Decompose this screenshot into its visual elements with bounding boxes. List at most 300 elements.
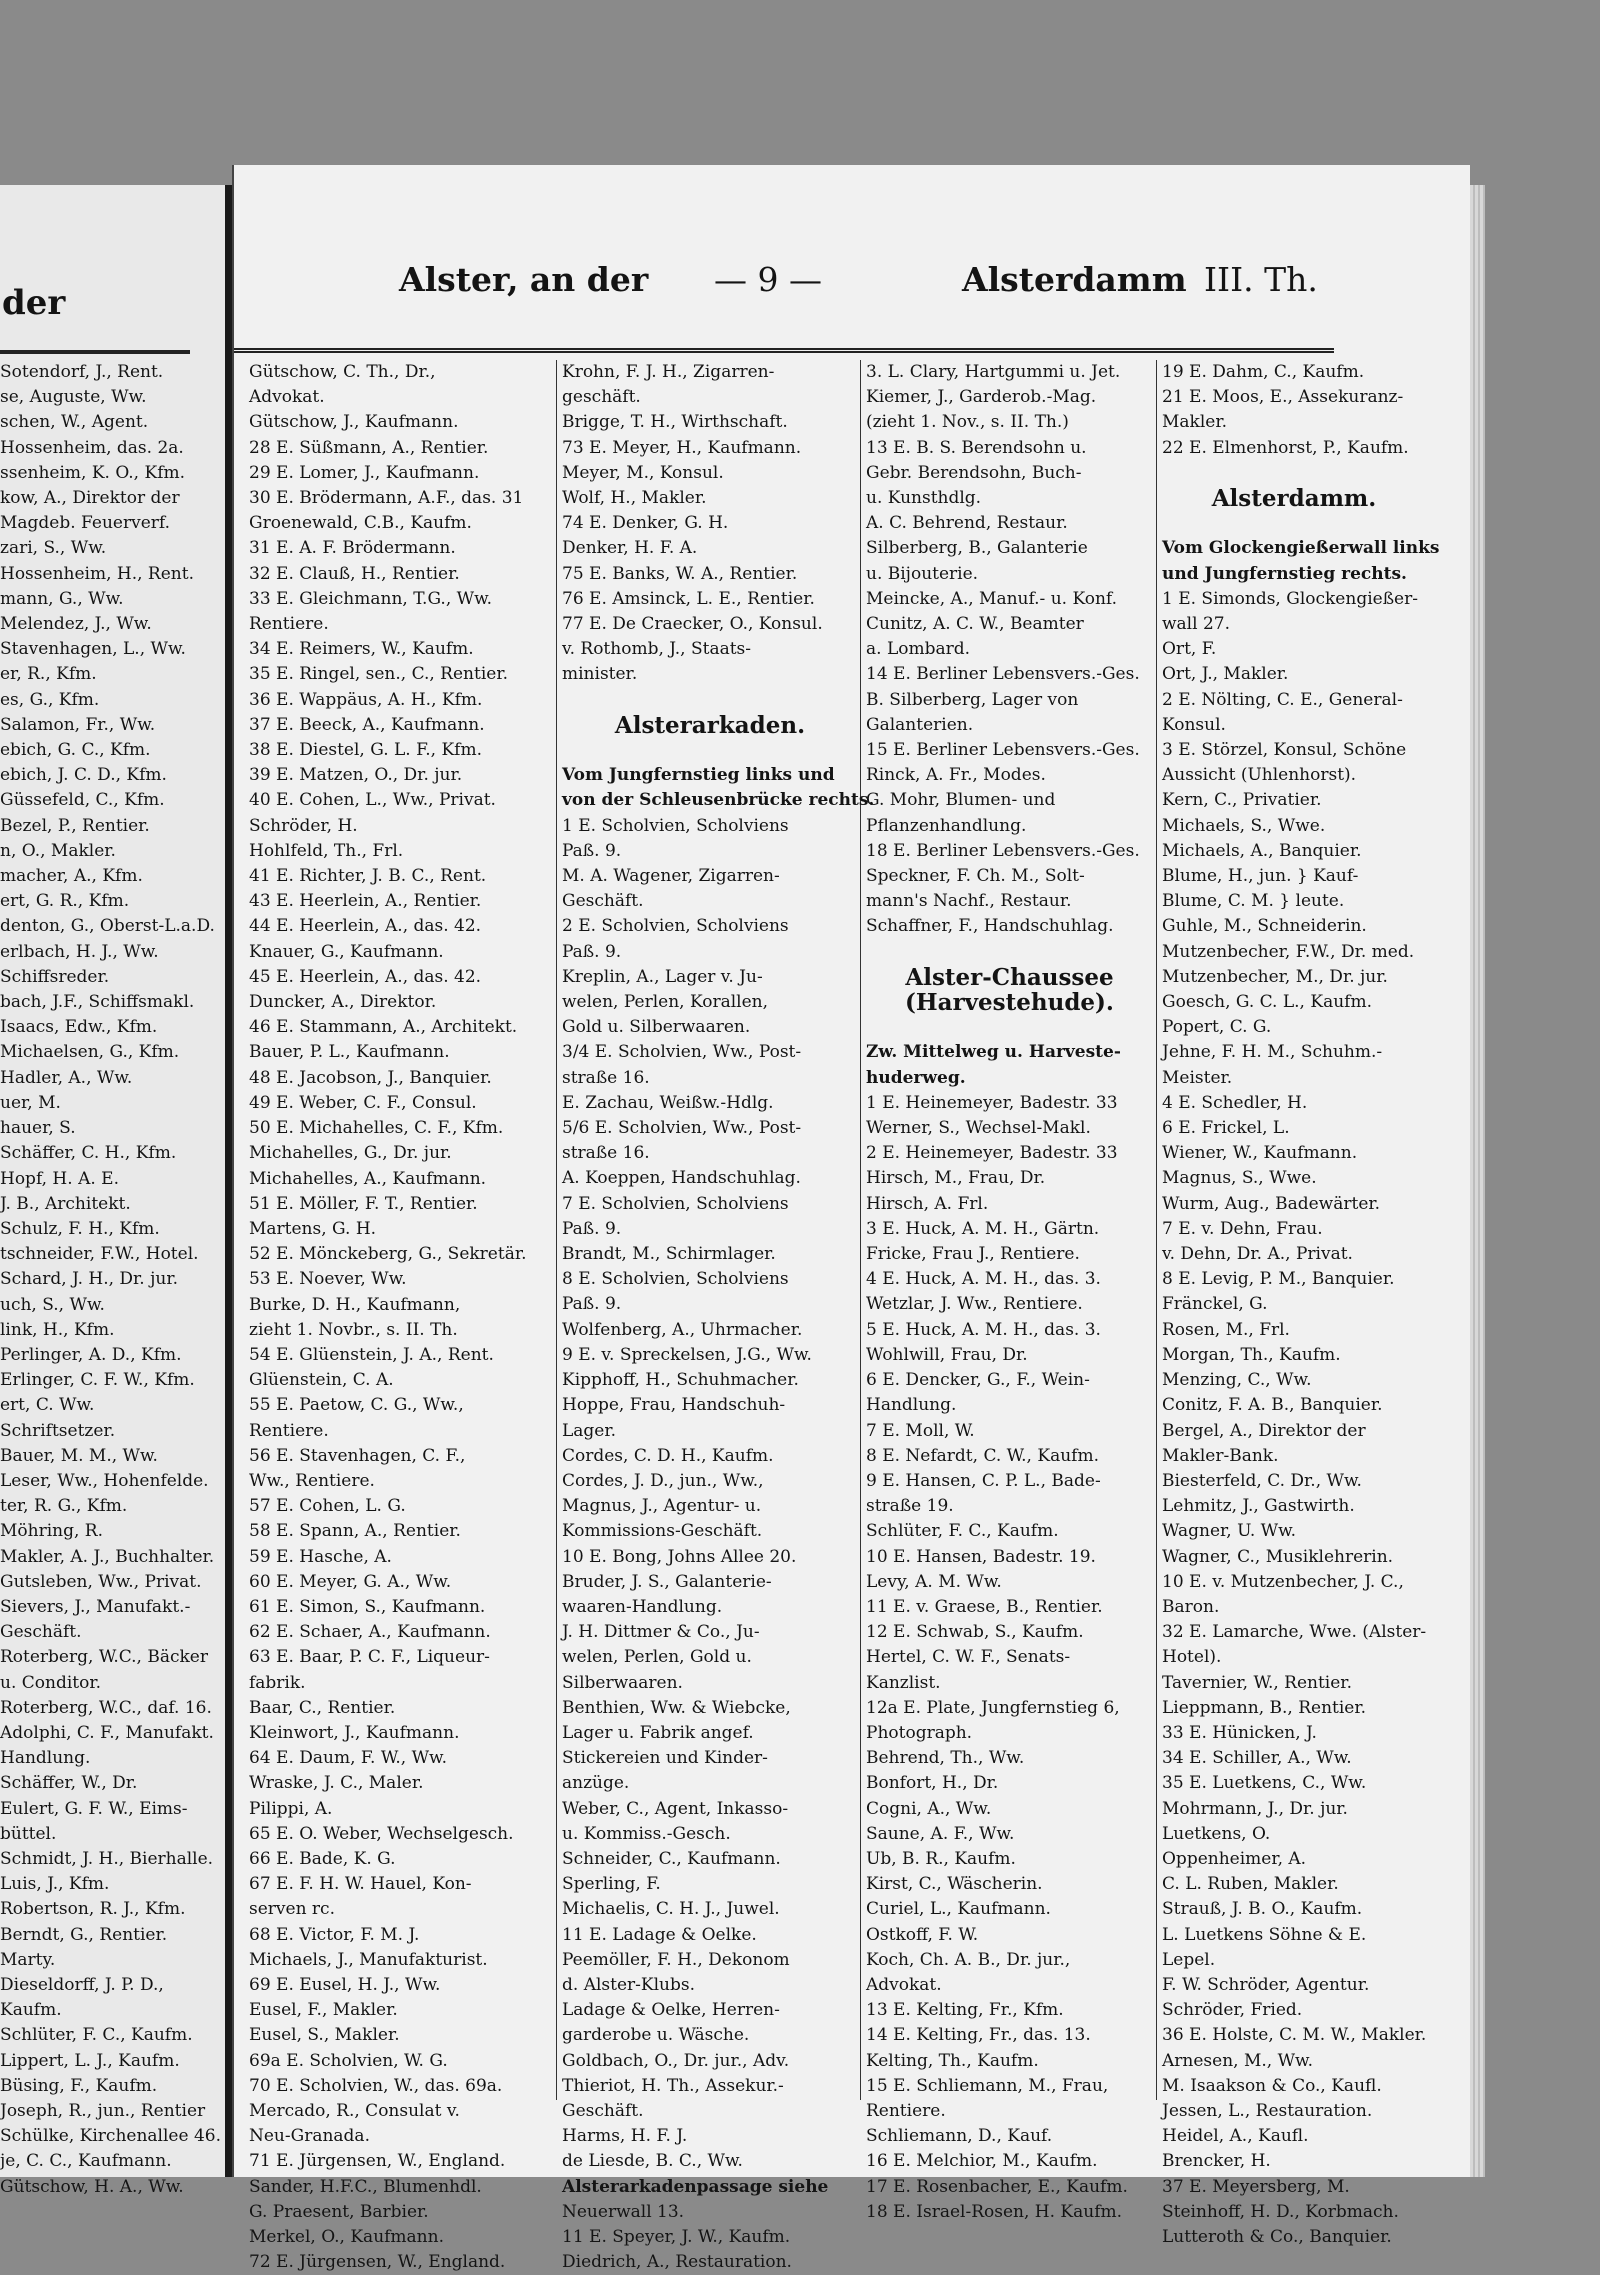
left-entry-line: u. Conditor.	[0, 1672, 101, 1693]
left-entry-line: ssenheim, K. O., Kfm.	[0, 462, 186, 483]
entry-line: 11 E. Ladage & Oelke.	[562, 1924, 757, 1945]
left-entry-line: Geschäft.	[0, 1622, 82, 1643]
entry-line: Vom Glockengießerwall links	[1162, 538, 1440, 559]
entry-line: G. Mohr, Blumen- und	[866, 790, 1056, 811]
left-entry-line: macher, A., Kfm.	[0, 866, 143, 887]
entry-line: Blume, H., jun. } Kauf-	[1162, 866, 1359, 887]
entry-line: Wagner, C., Musiklehrerin.	[1162, 1546, 1394, 1567]
entry-line: minister.	[562, 664, 638, 685]
entry-line: 64 E. Daum, F. W., Ww.	[249, 1748, 447, 1769]
entry-line: F. W. Schröder, Agentur.	[1162, 1974, 1370, 1995]
entry-line: Paß. 9.	[562, 1294, 622, 1315]
entry-line: Lutteroth & Co., Banquier.	[1162, 2227, 1392, 2247]
entry-line: 10 E. Bong, Johns Allee 20.	[562, 1546, 797, 1567]
entry-line: 32 E. Lamarche, Wwe. (Alster-	[1162, 1622, 1427, 1643]
entry-line: 44 E. Heerlein, A., das. 42.	[249, 916, 482, 937]
entry-line: 33 E. Hünicken, J.	[1162, 1722, 1317, 1743]
left-entry-line: Handlung.	[0, 1748, 91, 1769]
left-entry-line: Isaacs, Edw., Kfm.	[0, 1017, 158, 1038]
entry-line: Curiel, L., Kaufmann.	[866, 1899, 1051, 1920]
left-entry-line: Leser, Ww., Hohenfelde.	[0, 1470, 209, 1491]
entry-line: 35 E. Ringel, sen., C., Rentier.	[249, 664, 508, 685]
left-entry-line: n, O., Makler.	[0, 840, 116, 861]
entry-line: Lepel.	[1162, 1949, 1216, 1970]
entry-line: 77 E. De Craecker, O., Konsul.	[562, 614, 823, 635]
entry-line: Meincke, A., Manuf.- u. Konf.	[866, 588, 1117, 609]
entry-line: 11 E. v. Graese, B., Rentier.	[866, 1596, 1103, 1617]
left-entry-line: Schlüter, F. C., Kaufm.	[0, 2025, 193, 2046]
entry-line: Groenewald, C.B., Kaufm.	[249, 513, 472, 534]
entry-line: Pflanzenhandlung.	[866, 815, 1027, 836]
entry-line: d. Alster-Klubs.	[562, 1974, 695, 1995]
entry-line: garderobe u. Wäsche.	[562, 2025, 750, 2046]
entry-line: (Harvestehude).	[905, 989, 1114, 1017]
entry-line: 10 E. v. Mutzenbecher, J. C.,	[1162, 1571, 1404, 1592]
entry-line: Michaels, S., Wwe.	[1162, 815, 1326, 836]
entry-line: fabrik.	[249, 1672, 306, 1693]
entry-line: Kanzlist.	[866, 1672, 941, 1693]
entry-line: 34 E. Schiller, A., Ww.	[1162, 1748, 1352, 1769]
left-entry-line: Berndt, G., Rentier.	[0, 1924, 168, 1945]
entry-line: Menzing, C., Ww.	[1162, 1370, 1312, 1391]
entry-line: 40 E. Cohen, L., Ww., Privat.	[249, 790, 496, 811]
entry-line: straße 16.	[562, 1067, 650, 1088]
entry-line: wall 27.	[1162, 614, 1230, 634]
entry-line: Ww., Rentiere.	[249, 1470, 375, 1491]
entry-line: Ort, J., Makler.	[1162, 664, 1289, 685]
entry-line: Alster-Chaussee	[905, 963, 1114, 991]
entry-line: 35 E. Luetkens, C., Ww.	[1162, 1773, 1367, 1794]
entry-line: u. Kommiss.-Gesch.	[562, 1823, 731, 1844]
entry-line: geschäft.	[562, 387, 641, 408]
entry-line: 13 E. B. S. Berendsohn u.	[866, 437, 1087, 458]
entry-line: Lehmitz, J., Gastwirth.	[1162, 1496, 1355, 1517]
entry-line: Rentiere.	[249, 614, 329, 635]
entry-line: 1 E. Scholvien, Scholviens	[562, 815, 789, 836]
entry-line	[1162, 461, 1426, 486]
entry-line: Guhle, M., Schneiderin.	[1162, 916, 1367, 937]
left-entry-line: Erlinger, C. F. W., Kfm.	[0, 1370, 195, 1391]
left-entry-line: Schulz, F. H., Kfm.	[0, 1218, 160, 1239]
left-entry-line: Sotendorf, J., Rent.	[0, 362, 164, 382]
entry-line: 18 E. Berliner Lebensvers.-Ges.	[866, 840, 1140, 861]
entry-line	[562, 688, 858, 713]
entry-line: Alsterarkadenpassage siehe	[562, 2176, 829, 2197]
entry-line: 4 E. Huck, A. M. H., das. 3.	[866, 1269, 1101, 1290]
entry-line: Magnus, J., Agentur- u.	[562, 1496, 762, 1517]
entry-line: Jessen, L., Restauration.	[1162, 2100, 1373, 2121]
entry-line: straße 19.	[866, 1496, 954, 1517]
entry-line: 8 E. Scholvien, Scholviens	[562, 1269, 789, 1290]
entry-line: L. Luetkens Söhne & E.	[1162, 1924, 1367, 1945]
entry-line: Hoppe, Frau, Handschuh-	[562, 1395, 786, 1416]
entry-line: Kirst, C., Wäscherin.	[866, 1874, 1043, 1895]
entry-line: Makler-Bank.	[1162, 1445, 1279, 1466]
header-volume: III. Th.	[1204, 260, 1318, 299]
entry-line: Gold u. Silberwaaren.	[562, 1017, 751, 1038]
left-entry-line: je, C. C., Kaufmann.	[0, 2151, 172, 2172]
entry-line: Wiener, W., Kaufmann.	[1162, 1143, 1358, 1164]
entry-line: Rentiere.	[866, 2100, 946, 2121]
entry-line: Brandt, M., Schirmlager.	[562, 1244, 776, 1265]
entry-line: Rinck, A. Fr., Modes.	[866, 765, 1046, 786]
entry-line: von der Schleusenbrücke rechts.	[562, 790, 875, 811]
entry-line: 66 E. Bade, K. G.	[249, 1848, 396, 1869]
left-entry-line: Hossenheim, H., Rent.	[0, 563, 194, 584]
entry-line: 36 E. Holste, C. M. W., Makler.	[1162, 2025, 1427, 2046]
entry-line: 15 E. Schliemann, M., Frau,	[866, 2075, 1109, 2096]
entry-line: Sander, H.F.C., Blumenhdl.	[249, 2176, 482, 2197]
entry-line: Geschäft.	[562, 2100, 644, 2121]
entry-line: Wetzlar, J. Ww., Rentiere.	[866, 1294, 1083, 1315]
entry-line: Advokat.	[866, 1974, 942, 1995]
entry-line: Burke, D. H., Kaufmann,	[249, 1294, 461, 1315]
entry-line: 16 E. Melchior, M., Kaufm.	[866, 2151, 1098, 2172]
left-entry-line: Hossenheim, das. 2a.	[0, 437, 184, 458]
left-entry-line: Adolphi, C. F., Manufakt.	[0, 1722, 214, 1743]
entry-line: 15 E. Berliner Lebensvers.-Ges.	[866, 740, 1140, 761]
left-entry-line: hauer, S.	[0, 1118, 76, 1139]
entry-line: 3/4 E. Scholvien, Ww., Post-	[562, 1042, 802, 1063]
entry-line: Bruder, J. S., Galanterie-	[562, 1571, 772, 1592]
left-entry-line: Schmidt, J. H., Bierhalle.	[0, 1848, 214, 1869]
entry-line: Mutzenbecher, F.W., Dr. med.	[1162, 941, 1415, 962]
left-entry-line: denton, G., Oberst-L.a.D.	[0, 916, 215, 937]
entry-line: Eusel, F., Makler.	[249, 2000, 398, 2021]
entry-line: Kreplin, A., Lager v. Ju-	[562, 966, 763, 987]
entry-line: 62 E. Schaer, A., Kaufmann.	[249, 1622, 491, 1643]
columns	[234, 360, 1440, 2273]
entry-line: Lieppmann, B., Rentier.	[1162, 1697, 1367, 1718]
entry-line: 74 E. Denker, G. H.	[562, 513, 729, 534]
entry-line: Gütschow, C. Th., Dr.,	[249, 362, 436, 382]
entry-line: Ladage & Oelke, Herren-	[562, 2000, 780, 2021]
entry-line: Mohrmann, J., Dr. jur.	[1162, 1798, 1348, 1819]
left-entry-line: ert, C. Ww.	[0, 1395, 95, 1416]
entry-line: Wurm, Aug., Badewärter.	[1162, 1193, 1381, 1214]
entry-line: Hertel, C. W. F., Senats-	[866, 1647, 1071, 1668]
column-4	[1162, 360, 1440, 2250]
entry-line: Silberberg, B., Galanterie	[866, 538, 1088, 559]
entry-line: 32 E. Clauß, H., Rentier.	[249, 563, 460, 584]
entry-line: A. C. Behrend, Restaur.	[866, 513, 1068, 534]
entry-line: 65 E. O. Weber, Wechselgesch.	[249, 1823, 514, 1844]
entry-line: Blume, C. M. } leute.	[1162, 891, 1345, 912]
entry-line: 9 E. v. Spreckelsen, J.G., Ww.	[562, 1344, 812, 1365]
entry-line: Paß. 9.	[562, 840, 622, 861]
entry-line: Wraske, J. C., Maler.	[249, 1773, 424, 1794]
entry-line: 17 E. Rosenbacher, E., Kaufm.	[866, 2176, 1128, 2197]
entry-line: Hohlfeld, Th., Frl.	[249, 840, 404, 861]
entry-line: welen, Perlen, Gold u.	[562, 1647, 752, 1668]
entry-line: Bauer, P. L., Kaufmann.	[249, 1042, 450, 1063]
entry-line: Galanterien.	[866, 714, 974, 735]
entry-line: 73 E. Meyer, H., Kaufmann.	[562, 437, 802, 458]
entry-line: E. Zachau, Weißw.-Hdlg.	[562, 1092, 774, 1113]
left-entry-line: Makler, A. J., Buchhalter.	[0, 1546, 215, 1567]
left-entry-line: Gütschow, H. A., Ww.	[0, 2176, 184, 2197]
entry-line: Neu-Granada.	[249, 2126, 370, 2147]
entry-line: 72 E. Jürgensen, W., England.	[249, 2252, 506, 2273]
entry-line: Cunitz, A. C. W., Beamter	[866, 614, 1084, 635]
column-divider	[1156, 360, 1157, 2100]
left-entry-line: mann, G., Ww.	[0, 588, 124, 609]
entry-line: Kipphoff, H., Schuhmacher.	[562, 1370, 799, 1391]
entry-line: Tavernier, W., Rentier.	[1162, 1672, 1352, 1693]
entry-line: welen, Perlen, Korallen,	[562, 992, 769, 1013]
entry-line	[866, 1015, 1153, 1040]
entry-line: Cogni, A., Ww.	[866, 1798, 992, 1819]
column-1	[249, 360, 554, 2275]
entry-line: Gütschow, J., Kaufmann.	[249, 412, 459, 433]
entry-line: Martens, G. H.	[249, 1218, 377, 1239]
left-entry-line: se, Auguste, Ww.	[0, 387, 147, 408]
entry-line: Thieriot, H. Th., Assekur.-	[562, 2075, 784, 2096]
entry-line: 5 E. Huck, A. M. H., das. 3.	[866, 1319, 1101, 1340]
entry-line: 71 E. Jürgensen, W., England.	[249, 2151, 506, 2172]
entry-line: 68 E. Victor, F. M. J.	[249, 1924, 420, 1945]
entry-line: M. A. Wagener, Zigarren-	[562, 866, 780, 887]
header-middle: Alsterdamm	[962, 260, 1187, 299]
entry-line: Handlung.	[866, 1395, 957, 1416]
entry-line: Michaels, J., Manufakturist.	[249, 1949, 488, 1970]
entry-line: huderweg.	[866, 1067, 966, 1088]
entry-line: Brencker, H.	[1162, 2151, 1271, 2172]
entry-line: Michaelis, C. H. J., Juwel.	[562, 1899, 780, 1920]
entry-line: und Jungfernstieg rechts.	[1162, 563, 1407, 584]
entry-line: mann's Nachf., Restaur.	[866, 891, 1072, 912]
left-entry-line: Luis, J., Kfm.	[0, 1874, 110, 1895]
entry-line: 58 E. Spann, A., Rentier.	[249, 1521, 461, 1542]
entry-line: Denker, H. F. A.	[562, 538, 698, 559]
entry-line: Kiemer, J., Garderob.-Mag.	[866, 387, 1097, 408]
entry-line: serven rc.	[249, 1899, 335, 1920]
entry-line: (zieht 1. Nov., s. II. Th.)	[866, 412, 1069, 433]
entry-line: Schneider, C., Kaufmann.	[562, 1848, 781, 1869]
page-number: — 9 —	[714, 260, 822, 299]
entry-line: 60 E. Meyer, G. A., Ww.	[249, 1571, 452, 1592]
left-entry-line: Robertson, R. J., Kfm.	[0, 1899, 186, 1920]
entry-line: 11 E. Speyer, J. W., Kaufm.	[562, 2227, 791, 2247]
entry-line: Cordes, J. D., jun., Ww.,	[562, 1470, 764, 1491]
entry-line: Schaffner, F., Handschuhlag.	[866, 916, 1114, 937]
entry-line: 12 E. Schwab, S., Kaufm.	[866, 1622, 1084, 1643]
left-page-column	[0, 360, 225, 2200]
entry-line: 21 E. Moos, E., Assekuranz-	[1162, 387, 1404, 408]
entry-line: Alsterdamm.	[1211, 485, 1377, 512]
left-entry-line: Sievers, J., Manufakt.-	[0, 1596, 191, 1617]
entry-line: Pilippi, A.	[249, 1798, 333, 1819]
entry-line: Strauß, J. B. O., Kaufm.	[1162, 1899, 1363, 1920]
entry-line: 34 E. Reimers, W., Kaufm.	[249, 639, 474, 660]
entry-line: Paß. 9.	[562, 1218, 622, 1239]
entry-line: 3 E. Störzel, Konsul, Schöne	[1162, 740, 1407, 761]
entry-line: G. Praesent, Barbier.	[249, 2201, 429, 2222]
left-entry-line: Gutsleben, Ww., Privat.	[0, 1571, 202, 1592]
entry-line: 8 E. Levig, P. M., Banquier.	[1162, 1269, 1395, 1290]
left-entry-line: Schiffsreder.	[0, 966, 110, 987]
entry-line: Rosen, M., Frl.	[1162, 1319, 1290, 1340]
header-rule	[234, 348, 1334, 353]
entry-line: 49 E. Weber, C. F., Consul.	[249, 1092, 477, 1113]
entry-line: Bonfort, H., Dr.	[866, 1773, 999, 1794]
left-entry-line: ebich, G. C., Kfm.	[0, 740, 151, 761]
entry-line: M. Isaakson & Co., Kaufl.	[1162, 2075, 1382, 2096]
entry-line: Schröder, H.	[249, 815, 358, 836]
entry-line: 8 E. Nefardt, C. W., Kaufm.	[866, 1445, 1099, 1466]
entry-line: Harms, H. F. J.	[562, 2126, 688, 2147]
entry-line: 54 E. Glüenstein, J. A., Rent.	[249, 1344, 494, 1365]
entry-line: 13 E. Kelting, Fr., Kfm.	[866, 2000, 1064, 2021]
entry-line: 2 E. Scholvien, Scholviens	[562, 916, 789, 937]
entry-line: 9 E. Hansen, C. P. L., Bade-	[866, 1470, 1101, 1491]
entry-line: Oppenheimer, A.	[1162, 1848, 1307, 1869]
entry-line: 12a E. Plate, Jungfernstieg 6,	[866, 1697, 1120, 1718]
entry-line: Konsul.	[1162, 714, 1226, 735]
entry-line: Zw. Mittelweg u. Harveste-	[866, 1042, 1121, 1063]
entry-line: 33 E. Gleichmann, T.G., Ww.	[249, 588, 493, 609]
entry-line: Advokat.	[249, 387, 325, 408]
entry-line: Michaels, A., Banquier.	[1162, 840, 1362, 861]
entry-line: 37 E. Beeck, A., Kaufmann.	[249, 714, 485, 735]
left-entry-line: tschneider, F.W., Hotel.	[0, 1244, 199, 1265]
entry-line: 63 E. Baar, P. C. F., Liqueur-	[249, 1647, 490, 1668]
entry-line: 3 E. Huck, A. M. H., Gärtn.	[866, 1218, 1100, 1239]
entry-line: 29 E. Lomer, J., Kaufmann.	[249, 462, 480, 483]
entry-line: Baron.	[1162, 1596, 1220, 1617]
entry-line: 3. L. Clary, Hartgummi u. Jet.	[866, 362, 1121, 382]
left-entry-line: Joseph, R., jun., Rentier	[0, 2101, 206, 2122]
entry-line: 67 E. F. H. W. Hauel, Kon-	[249, 1874, 472, 1895]
column-2	[562, 360, 875, 2275]
entry-line: 18 E. Israel-Rosen, H. Kaufm.	[866, 2201, 1123, 2222]
column-3	[866, 360, 1153, 2225]
entry-line: 57 E. Cohen, L. G.	[249, 1496, 406, 1517]
entry-line: Meyer, M., Konsul.	[562, 462, 724, 483]
entry-line: Silberwaaren.	[562, 1672, 683, 1693]
entry-line: 70 E. Scholvien, W., das. 69a.	[249, 2075, 503, 2096]
entry-line: Goldbach, O., Dr. jur., Adv.	[562, 2050, 790, 2071]
entry-line: Hirsch, A. Frl.	[866, 1193, 989, 1214]
entry-line: Ub, B. R., Kaufm.	[866, 1848, 1016, 1869]
left-entry-line: büttel.	[0, 1823, 57, 1844]
entry-line: Jehne, F. H. M., Schuhm.-	[1162, 1042, 1383, 1063]
left-entry-line: erlbach, H. J., Ww.	[0, 941, 159, 962]
left-entry-line: J. B., Architekt.	[0, 1193, 131, 1214]
entry-line: Schlüter, F. C., Kaufm.	[866, 1521, 1059, 1542]
entry-line: Koch, Ch. A. B., Dr. jur.,	[866, 1949, 1071, 1970]
entry-line	[562, 738, 858, 763]
entry-line: Neuerwall 13.	[562, 2201, 685, 2222]
header-left: Alster, an der	[399, 260, 649, 299]
entry-line: 30 E. Brödermann, A.F., das. 31	[249, 488, 524, 509]
entry-line: Morgan, Th., Kaufm.	[1162, 1344, 1341, 1365]
entry-line: Lager.	[562, 1420, 617, 1441]
entry-line: a. Lombard.	[866, 639, 971, 660]
entry-line: 69a E. Scholvien, W. G.	[249, 2050, 448, 2071]
left-entry-line: Hadler, A., Ww.	[0, 1067, 133, 1088]
entry-line: Rentiere.	[249, 1420, 329, 1441]
entry-line: Brigge, T. H., Wirthschaft.	[562, 412, 788, 433]
left-entry-line: Michaelsen, G., Kfm.	[0, 1042, 180, 1063]
entry-line: 28 E. Süßmann, A., Rentier.	[249, 437, 489, 458]
column-divider	[556, 360, 557, 2100]
entry-line: Baar, C., Rentier.	[249, 1697, 396, 1718]
left-entry-line: kow, A., Direktor der	[0, 488, 180, 509]
entry-line: B. Silberberg, Lager von	[866, 689, 1079, 710]
left-entry-line: Marty.	[0, 1949, 56, 1970]
entry-line	[1162, 511, 1426, 536]
entry-line: Stickereien und Kinder-	[562, 1748, 768, 1769]
entry-line: Cordes, C. D. H., Kaufm.	[562, 1445, 774, 1466]
entry-line: Mercado, R., Consulat v.	[249, 2101, 460, 2122]
entry-line: 41 E. Richter, J. B. C., Rent.	[249, 866, 487, 887]
entry-line: Krohn, F. J. H., Zigarren-	[562, 362, 775, 382]
entry-line: Steinhoff, H. D., Korbmach.	[1162, 2201, 1399, 2222]
entry-line: Arnesen, M., Ww.	[1162, 2050, 1313, 2071]
entry-line: Wohlwill, Frau, Dr.	[866, 1344, 1028, 1365]
left-entry-line: uch, S., Ww.	[0, 1294, 105, 1315]
entry-line: Wagner, U. Ww.	[1162, 1521, 1297, 1542]
left-entry-line: Schäffer, W., Dr.	[0, 1773, 138, 1794]
entry-line: 53 E. Noever, Ww.	[249, 1269, 407, 1290]
entry-line: 1 E. Heinemeyer, Badestr. 33	[866, 1092, 1118, 1113]
entry-line: Merkel, O., Kaufmann.	[249, 2227, 444, 2248]
left-entry-line: bach, J.F., Schiffsmakl.	[0, 992, 195, 1013]
entry-line: Knauer, G., Kaufmann.	[249, 941, 444, 962]
entry-line: Fricke, Frau J., Rentiere.	[866, 1244, 1080, 1265]
entry-line: 1 E. Simonds, Glockengießer-	[1162, 588, 1418, 609]
entry-line: de Liesde, B. C., Ww.	[562, 2151, 743, 2172]
entry-line: C. L. Ruben, Makler.	[1162, 1874, 1339, 1895]
left-entry-line: Schülke, Kirchenallee 46.	[0, 2126, 221, 2147]
entry-line: Duncker, A., Direktor.	[249, 992, 437, 1013]
entry-line: Weber, C., Agent, Inkasso-	[562, 1798, 789, 1819]
entry-line: Magnus, S., Wwe.	[1162, 1168, 1317, 1189]
entry-line: Fränckel, G.	[1162, 1294, 1268, 1315]
left-entry-line: er, R., Kfm.	[0, 664, 97, 685]
entry-line: 46 E. Stammann, A., Architekt.	[249, 1017, 518, 1038]
entry-line: Kommissions-Geschäft.	[562, 1521, 763, 1542]
left-entry-line: uer, M.	[0, 1092, 61, 1113]
entry-line: 2 E. Nölting, C. E., General-	[1162, 689, 1403, 710]
entry-line: Kleinwort, J., Kaufmann.	[249, 1722, 460, 1743]
entry-line: J. H. Dittmer & Co., Ju-	[562, 1622, 760, 1643]
left-page-rule	[0, 350, 190, 354]
entry-line: 7 E. v. Dehn, Frau.	[1162, 1218, 1323, 1239]
entry-line: Glüenstein, C. A.	[249, 1370, 394, 1391]
entry-line: Diedrich, A., Restauration.	[562, 2252, 792, 2273]
left-entry-line: ter, R. G., Kfm.	[0, 1496, 128, 1517]
entry-line: Benthien, Ww. & Wiebcke,	[562, 1697, 791, 1718]
entry-line: Popert, C. G.	[1162, 1017, 1272, 1038]
entry-line: 52 E. Mönckeberg, G., Sekretär.	[249, 1244, 527, 1265]
entry-line: 51 E. Möller, F. T., Rentier.	[249, 1193, 478, 1214]
entry-line: 19 E. Dahm, C., Kaufm.	[1162, 362, 1365, 382]
left-entry-line: link, H., Kfm.	[0, 1319, 115, 1340]
entry-line: Ostkoff, F. W.	[866, 1924, 979, 1945]
column-divider	[860, 360, 861, 2100]
entry-line: 14 E. Kelting, Fr., das. 13.	[866, 2025, 1091, 2046]
left-page-fragment	[0, 185, 228, 2197]
left-page-caption: der	[2, 283, 66, 323]
left-entry-line: Möhring, R.	[0, 1521, 103, 1542]
left-entry-line: Schriftsetzer.	[0, 1420, 116, 1441]
entry-line: Hotel).	[1162, 1647, 1222, 1668]
left-entry-line: Eulert, G. F. W., Eims-	[0, 1798, 188, 1819]
entry-line: 7 E. Moll, W.	[866, 1420, 975, 1441]
entry-line: Sperling, F.	[562, 1874, 661, 1895]
